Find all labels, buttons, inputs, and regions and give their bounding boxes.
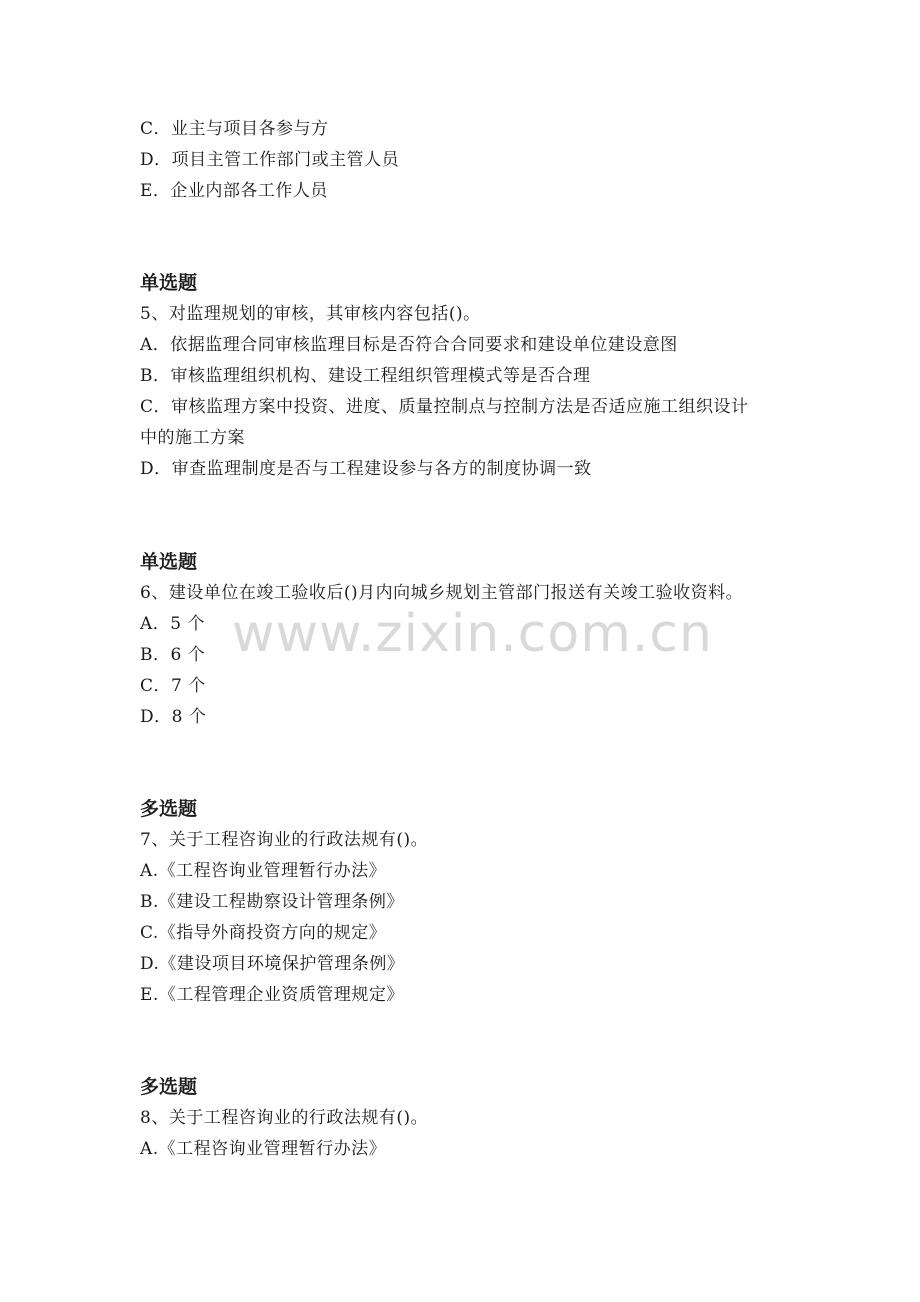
option-e: E．企业内部各工作人员 [140, 181, 328, 201]
option-a: A．5 个 [140, 614, 205, 634]
option-d: D.《建设项目环境保护管理条例》 [140, 954, 405, 974]
option-d: D．审查监理制度是否与工程建设参与各方的制度协调一致 [140, 459, 592, 479]
option-a: A．依据监理合同审核监理目标是否符合合同要求和建设单位建设意图 [140, 335, 678, 355]
option-c: C．7 个 [140, 676, 206, 696]
option-c-continued: 中的施工方案 [140, 428, 245, 448]
option-c: C.《指导外商投资方向的规定》 [140, 923, 387, 943]
section-heading: 单选题 [140, 272, 198, 294]
question-text: 8、关于工程咨询业的行政法规有()。 [140, 1108, 429, 1128]
section-heading: 多选题 [140, 798, 198, 820]
option-b: B．6 个 [140, 645, 206, 665]
option-b: B.《建设工程勘察设计管理条例》 [140, 892, 404, 912]
question-text: 7、关于工程咨询业的行政法规有()。 [140, 830, 429, 850]
option-d: D．8 个 [140, 707, 207, 727]
section-heading: 多选题 [140, 1076, 198, 1098]
option-c: C．审核监理方案中投资、进度、质量控制点与控制方法是否适应施工组织设计 [140, 397, 749, 417]
option-a: A.《工程咨询业管理暂行办法》 [140, 861, 387, 881]
question-text: 6、建设单位在竣工验收后()月内向城乡规划主管部门报送有关竣工验收资料。 [140, 583, 744, 603]
option-e: E.《工程管理企业资质管理规定》 [140, 985, 404, 1005]
option-a: A.《工程咨询业管理暂行办法》 [140, 1139, 387, 1159]
watermark-text: www.zixin.com.cn [232, 604, 713, 664]
option-b: B．审核监理组织机构、建设工程组织管理模式等是否合理 [140, 366, 591, 386]
option-d: D．项目主管工作部门或主管人员 [140, 150, 400, 170]
question-text: 5、对监理规划的审核，其审核内容包括()。 [140, 304, 481, 324]
option-c: C．业主与项目各参与方 [140, 119, 329, 139]
section-heading: 单选题 [140, 551, 198, 573]
